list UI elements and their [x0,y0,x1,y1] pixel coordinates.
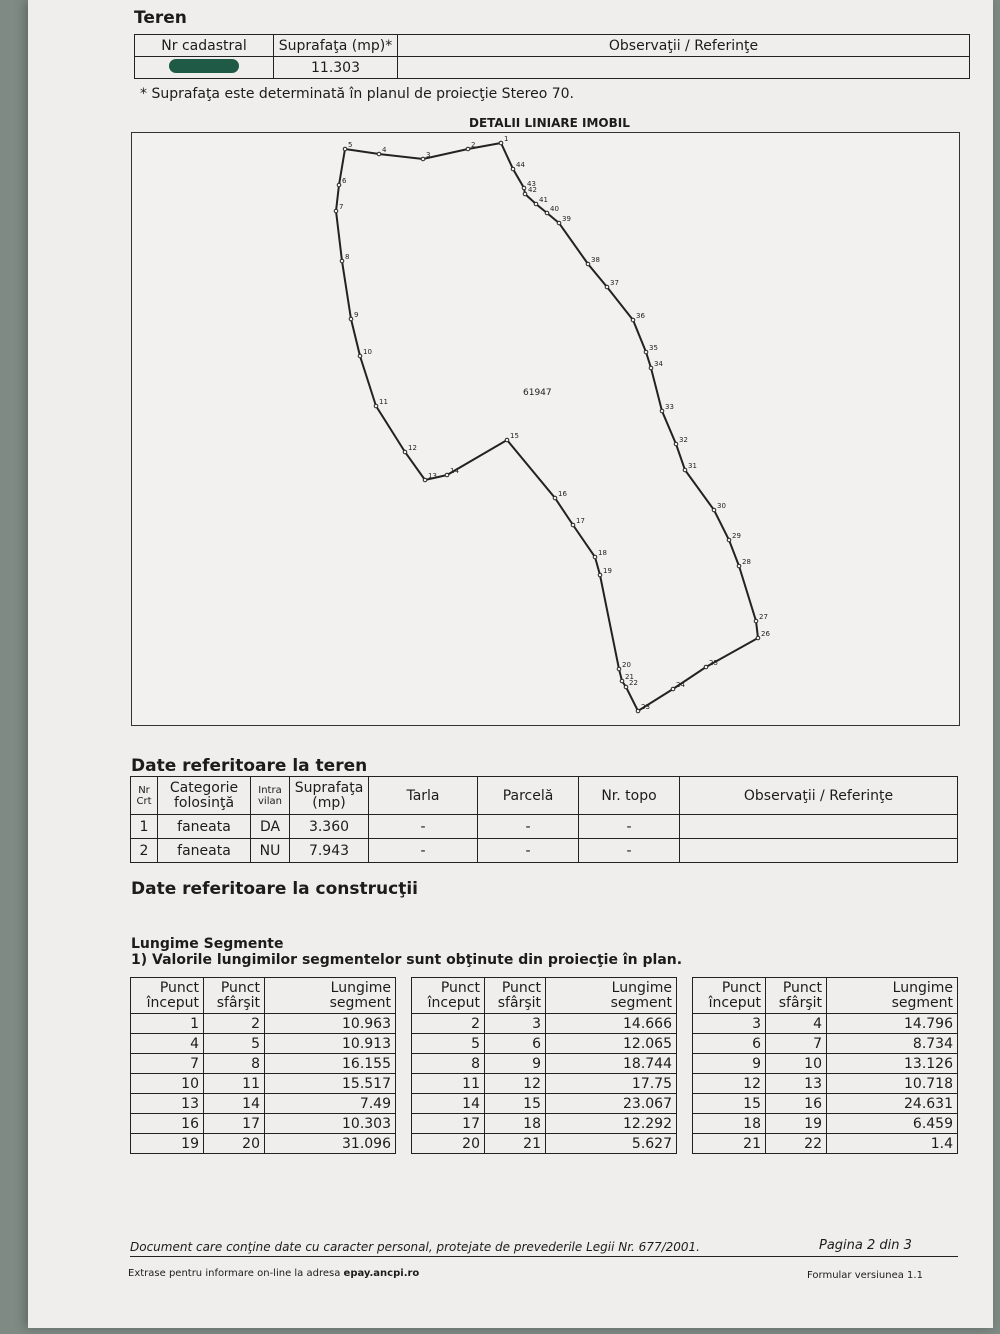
boundary-point-label-42: 42 [528,186,537,194]
boundary-point-label-39: 39 [562,215,571,223]
boundary-point-label-40: 40 [550,205,559,213]
cell-punct-inceput: 10 [131,1074,204,1094]
cell-lungime: 23.067 [546,1094,677,1114]
boundary-point-label-12: 12 [408,444,417,452]
cell-parcela: - [478,815,579,839]
cell-lungime: 31.096 [265,1134,396,1154]
cell-nr: 1 [131,815,158,839]
boundary-point-label-32: 32 [679,436,688,444]
cell-punct-inceput: 13 [131,1094,204,1114]
boundary-point-label-3: 3 [426,151,431,159]
table-row [412,1114,677,1134]
boundary-point-44 [511,167,515,171]
extract-prefix: Extrase pentru informare on-line la adresa [128,1268,344,1279]
boundary-point-label-11: 11 [379,398,388,406]
boundary-point-label-29: 29 [732,532,741,540]
boundary-point-43 [522,186,526,190]
boundary-point-label-28: 28 [742,558,751,566]
boundary-point-16 [553,496,557,500]
boundary-point-36 [631,318,635,322]
th-suprafata: Suprafaţa (mp) [290,777,369,815]
segment-table-1 [130,977,396,1154]
boundary-point-4 [377,152,381,156]
cell-punct-sfarsit: 13 [766,1074,827,1094]
boundary-point-1 [499,141,503,145]
cell-punct-sfarsit: 22 [766,1134,827,1154]
boundary-point-label-22: 22 [629,679,638,687]
cell-punct-inceput: 3 [693,1014,766,1034]
cell-punct-sfarsit: 2 [204,1014,265,1034]
boundary-point-17 [571,523,575,527]
teren-table [134,34,970,79]
th-tarla: Tarla [369,777,478,815]
boundary-point-label-27: 27 [759,613,768,621]
cell-lungime: 10.718 [827,1074,958,1094]
table-row [131,839,958,863]
table-row [693,1034,958,1054]
parcel-boundary [336,143,758,711]
segment-table-3 [692,977,958,1154]
table-row [693,1014,958,1034]
cell-punct-inceput: 16 [131,1114,204,1134]
cell-punct-inceput: 11 [412,1074,485,1094]
cell-lungime: 18.744 [546,1054,677,1074]
cell-punct-sfarsit: 8 [204,1054,265,1074]
table-row [131,1054,396,1074]
cell-punct-inceput: 12 [693,1074,766,1094]
boundary-point-label-26: 26 [761,630,770,638]
cell-lungime: 5.627 [546,1134,677,1154]
cell-lungime: 10.963 [265,1014,396,1034]
cell-punct-inceput: 17 [412,1114,485,1134]
extract-site: epay.ancpi.ro [343,1268,420,1279]
boundary-point-label-20: 20 [622,661,631,669]
cell-tarla: - [369,839,478,863]
boundary-point-label-9: 9 [354,311,359,319]
segmente-heading: Lungime Segmente [131,936,284,952]
boundary-point-label-18: 18 [598,549,607,557]
cell-lungime: 14.796 [827,1014,958,1034]
boundary-point-40 [545,211,549,215]
table-row [131,815,958,839]
boundary-point-label-34: 34 [654,360,663,368]
cell-suprafata: 7.943 [290,839,369,863]
boundary-point-27 [754,619,758,623]
cell-punct-sfarsit: 5 [204,1034,265,1054]
table-row [412,1094,677,1114]
th-observatii: Observaţii / Referinţe [680,777,958,815]
cell-punct-sfarsit: 12 [485,1074,546,1094]
boundary-point-20 [617,667,621,671]
table-row [693,1074,958,1094]
cell-lungime: 7.49 [265,1094,396,1114]
boundary-point-26 [756,636,760,640]
cell-topo: - [579,815,680,839]
boundary-point-label-14: 14 [450,467,459,475]
boundary-point-label-38: 38 [591,256,600,264]
teren-footnote: * Suprafaţa este determinată în planul de proiecţie Stereo 70. [140,86,575,102]
cell-lungime: 12.065 [546,1034,677,1054]
table-row [131,1014,396,1034]
cell-punct-sfarsit: 7 [766,1034,827,1054]
boundary-point-34 [649,366,653,370]
cell-lungime: 13.126 [827,1054,958,1074]
boundary-point-label-36: 36 [636,312,645,320]
cell-lungime: 15.517 [265,1074,396,1094]
cell-categorie: faneata [158,815,251,839]
th-punct-inceput: Punct început [131,978,204,1014]
cell-intravilan: DA [251,815,290,839]
observatii-value [398,57,970,79]
boundary-point-42 [523,192,527,196]
table-row [131,1074,396,1094]
th-nr-topo: Nr. topo [579,777,680,815]
boundary-point-2 [466,147,470,151]
cell-punct-inceput: 5 [412,1034,485,1054]
boundary-point-18 [593,555,597,559]
boundary-point-label-21: 21 [625,673,634,681]
cell-categorie: faneata [158,839,251,863]
date-teren-table [130,776,958,863]
cell-punct-inceput: 7 [131,1054,204,1074]
cell-punct-sfarsit: 18 [485,1114,546,1134]
col-nr-cadastral: Nr cadastral [135,35,274,57]
cell-punct-sfarsit: 19 [766,1114,827,1134]
boundary-point-label-23: 23 [641,703,650,711]
boundary-point-label-7: 7 [339,203,344,211]
boundary-point-label-13: 13 [428,472,437,480]
extract-notice [128,1268,419,1279]
boundary-point-39 [557,221,561,225]
cell-lungime: 6.459 [827,1114,958,1134]
table-row [131,1094,396,1114]
boundary-point-label-37: 37 [610,279,619,287]
boundary-point-35 [644,350,648,354]
th-punct-sfarsit: Punct sfârşit [485,978,546,1014]
cell-punct-sfarsit: 4 [766,1014,827,1034]
cell-punct-inceput: 8 [412,1054,485,1074]
th-punct-inceput: Punct început [412,978,485,1014]
boundary-point-label-1: 1 [504,135,509,143]
table-row [412,1034,677,1054]
nr-cadastral-value [135,57,274,79]
date-teren-heading: Date referitoare la teren [131,756,368,776]
th-parcela: Parcelă [478,777,579,815]
table-row [131,1114,396,1134]
cell-lungime: 24.631 [827,1094,958,1114]
cell-punct-inceput: 14 [412,1094,485,1114]
boundary-point-label-41: 41 [539,196,548,204]
boundary-point-15 [505,438,509,442]
cell-punct-inceput: 9 [693,1054,766,1074]
boundary-point-label-19: 19 [603,567,612,575]
boundary-point-7 [334,209,338,213]
boundary-point-label-35: 35 [649,344,658,352]
boundary-point-label-17: 17 [576,517,585,525]
boundary-point-label-30: 30 [717,502,726,510]
suprafata-value: 11.303 [274,57,398,79]
boundary-point-label-6: 6 [342,177,347,185]
cell-lungime: 17.75 [546,1074,677,1094]
cell-punct-inceput: 19 [131,1134,204,1154]
boundary-point-label-8: 8 [345,253,350,261]
table-row [131,1034,396,1054]
boundary-point-28 [737,564,741,568]
redaction-mark [169,59,239,73]
footer-divider [130,1256,958,1257]
cell-observatii [680,839,958,863]
boundary-point-24 [671,687,675,691]
parcel-plan [131,132,960,726]
form-version: Formular versiunea 1.1 [807,1270,923,1281]
boundary-point-22 [624,685,628,689]
cell-punct-sfarsit: 16 [766,1094,827,1114]
cell-lungime: 12.292 [546,1114,677,1134]
boundary-point-3 [421,157,425,161]
boundary-point-6 [337,183,341,187]
cell-punct-inceput: 6 [693,1034,766,1054]
col-observatii: Observaţii / Referinţe [398,35,970,57]
boundary-point-5 [343,147,347,151]
boundary-point-label-25: 25 [709,659,718,667]
table-row [412,1054,677,1074]
boundary-point-8 [340,259,344,263]
plan-title: DETALII LINIARE IMOBIL [469,116,630,130]
boundary-point-14 [445,473,449,477]
boundary-point-19 [598,573,602,577]
segment-table-2 [411,977,677,1154]
boundary-point-37 [605,285,609,289]
col-suprafata: Suprafaţa (mp)* [274,35,398,57]
boundary-point-31 [683,468,687,472]
table-row [412,1074,677,1094]
cell-punct-sfarsit: 15 [485,1094,546,1114]
boundary-point-21 [620,679,624,683]
table-row [693,1114,958,1134]
boundary-point-label-16: 16 [558,490,567,498]
cell-suprafata: 3.360 [290,815,369,839]
cell-lungime: 8.734 [827,1034,958,1054]
cell-punct-inceput: 4 [131,1034,204,1054]
table-row [131,1134,396,1154]
cell-lungime: 10.303 [265,1114,396,1134]
table-row [693,1054,958,1074]
th-punct-inceput: Punct început [693,978,766,1014]
th-punct-sfarsit: Punct sfârşit [204,978,265,1014]
boundary-point-10 [358,354,362,358]
boundary-point-label-33: 33 [665,403,674,411]
boundary-point-label-2: 2 [471,141,476,149]
constructii-heading: Date referitoare la construcţii [131,879,418,899]
th-nr-crt: Nr Crt [131,777,158,815]
boundary-point-label-10: 10 [363,348,372,356]
cell-lungime: 1.4 [827,1134,958,1154]
boundary-point-9 [349,317,353,321]
cell-observatii [680,815,958,839]
parcel-plan-drawing [132,133,959,725]
cell-punct-sfarsit: 20 [204,1134,265,1154]
th-lungime-segment: Lungime segment [827,978,958,1014]
boundary-point-12 [403,450,407,454]
cell-punct-inceput: 2 [412,1014,485,1034]
boundary-point-label-5: 5 [348,141,353,149]
cell-punct-sfarsit: 9 [485,1054,546,1074]
cell-punct-sfarsit: 14 [204,1094,265,1114]
cell-punct-inceput: 21 [693,1134,766,1154]
table-row [693,1134,958,1154]
boundary-point-label-15: 15 [510,432,519,440]
th-lungime-segment: Lungime segment [265,978,396,1014]
table-row [693,1094,958,1114]
cell-punct-sfarsit: 10 [766,1054,827,1074]
cell-lungime: 14.666 [546,1014,677,1034]
cell-nr: 2 [131,839,158,863]
parcel-label: 61947 [523,388,552,398]
th-punct-sfarsit: Punct sfârşit [766,978,827,1014]
cell-punct-sfarsit: 11 [204,1074,265,1094]
th-categorie: Categorie folosinţă [158,777,251,815]
cell-lungime: 10.913 [265,1034,396,1054]
boundary-point-13 [423,478,427,482]
table-row [412,1134,677,1154]
boundary-point-32 [674,442,678,446]
boundary-point-25 [704,665,708,669]
cell-punct-sfarsit: 3 [485,1014,546,1034]
cell-punct-inceput: 20 [412,1134,485,1154]
boundary-point-label-4: 4 [382,146,387,154]
cell-topo: - [579,839,680,863]
cell-lungime: 16.155 [265,1054,396,1074]
boundary-point-23 [636,709,640,713]
segmente-note: 1) Valorile lungimilor segmentelor sunt obţinute din proiecţie în plan. [131,952,683,968]
boundary-point-label-43: 43 [527,180,536,188]
legal-notice: Document care conţine date cu caracter personal, protejate de prevederile Legii Nr. 677/2001. [130,1240,700,1254]
cell-intravilan: NU [251,839,290,863]
boundary-point-label-24: 24 [676,681,685,689]
boundary-point-33 [660,409,664,413]
cell-punct-sfarsit: 6 [485,1034,546,1054]
document-page [28,0,993,1328]
cell-tarla: - [369,815,478,839]
page-number: Pagina 2 din 3 [819,1238,912,1253]
cell-punct-inceput: 1 [131,1014,204,1034]
boundary-point-30 [712,508,716,512]
boundary-point-label-44: 44 [516,161,525,169]
cell-parcela: - [478,839,579,863]
boundary-point-29 [727,538,731,542]
cell-punct-sfarsit: 17 [204,1114,265,1134]
table-row [412,1014,677,1034]
th-intravilan: Intra vilan [251,777,290,815]
boundary-point-38 [586,262,590,266]
boundary-point-label-31: 31 [688,462,697,470]
teren-heading: Teren [134,8,187,28]
cell-punct-inceput: 15 [693,1094,766,1114]
boundary-point-11 [374,404,378,408]
cell-punct-sfarsit: 21 [485,1134,546,1154]
boundary-point-41 [534,202,538,206]
th-lungime-segment: Lungime segment [546,978,677,1014]
cell-punct-inceput: 18 [693,1114,766,1134]
